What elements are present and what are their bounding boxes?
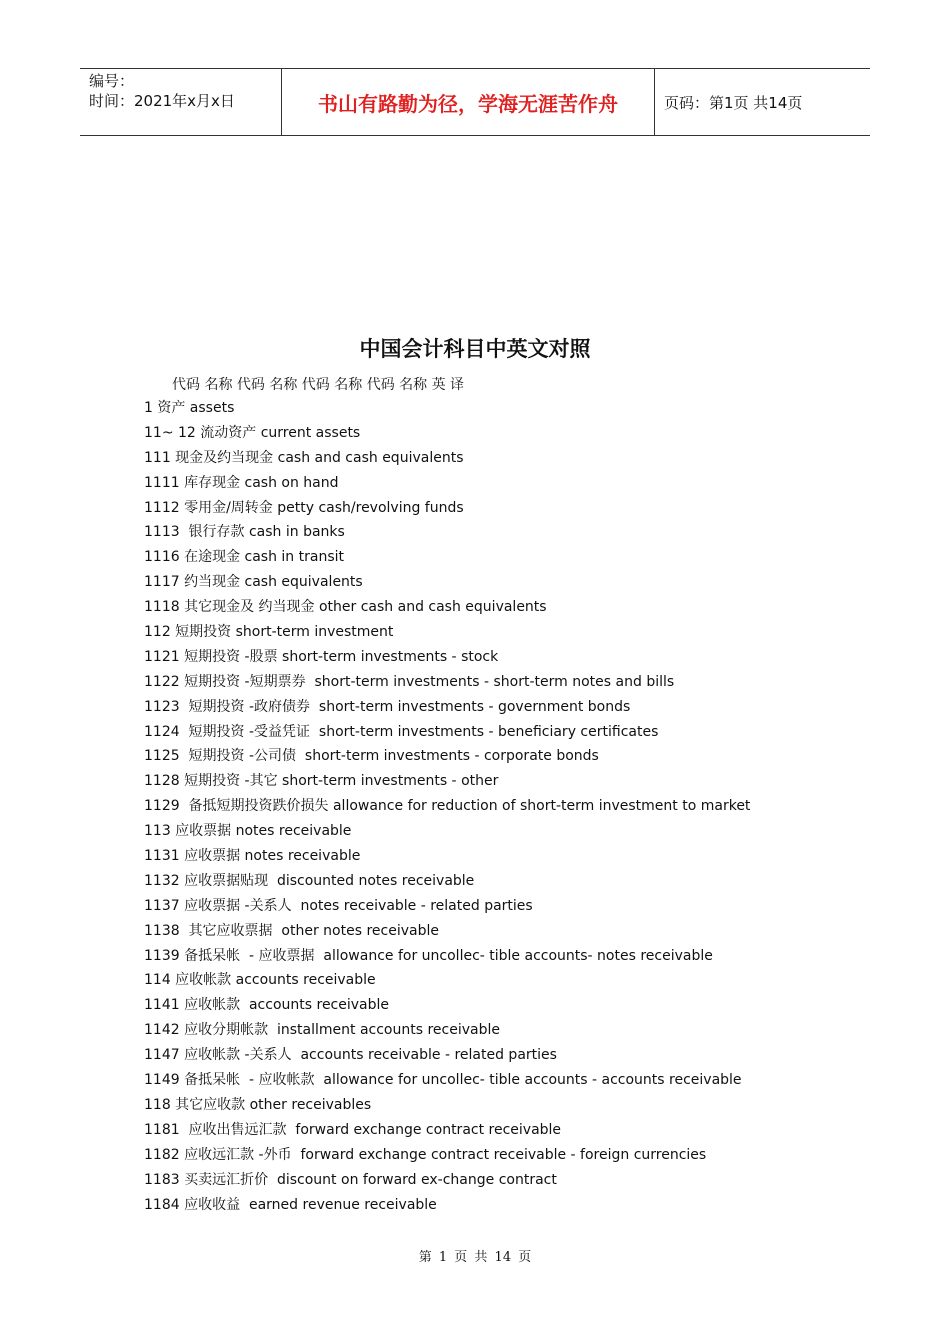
list-item: 1138 其它应收票据 other notes receivable [144, 922, 439, 939]
motto-text: 书山有路勤为径，学海无涯苦作舟 [318, 91, 618, 116]
list-item: 1112 零用金/周转金 petty cash/revolving funds [144, 499, 464, 516]
list-item: 1131 应收票据 notes receivable [144, 848, 361, 865]
list-item: 1149 备抵呆帐 - 应收帐款 allowance for uncollec- tible accounts - accounts receivable [144, 1072, 742, 1089]
list-item: 1 资产 assets [144, 400, 235, 416]
list-item: 1142 应收分期帐款 installment accounts receivable [144, 1022, 500, 1039]
list-item: 1117 约当现金 cash equivalents [144, 574, 363, 591]
list-item: 1137 应收票据 -关系人 notes receivable - related parties [144, 897, 533, 914]
list-item: 113 应收票据 notes receivable [144, 823, 352, 840]
header-page-cell [655, 69, 870, 135]
list-item: 1124 短期投资 -受益凭证 short-term investments - beneficiary certificates [144, 723, 659, 740]
list-item: 11~ 12 流动资产 current assets [144, 424, 361, 441]
header-table [80, 68, 870, 136]
list-item: 1129 备抵短期投资跌价损失 allowance for reduction of short-term investment to market [144, 798, 751, 815]
list-item: 1183 买卖远汇折价 discount on forward ex-change contract [144, 1171, 557, 1188]
list-item: 1128 短期投资 -其它 short-term investments - other [144, 773, 499, 790]
list-item: 1181 应收出售远汇款 forward exchange contract receivable [144, 1121, 562, 1138]
list-item: 1123 短期投资 -政府债券 short-term investments - government bonds [144, 698, 631, 715]
header-motto-cell [281, 69, 655, 135]
list-item: 1184 应收收益 earned revenue receivable [144, 1196, 437, 1213]
entries-list [144, 398, 750, 1219]
list-item: 1132 应收票据贴现 discounted notes receivable [144, 872, 475, 889]
list-item: 1182 应收远汇款 -外币 forward exchange contract receivable - foreign currencies [144, 1146, 707, 1163]
list-item: 114 应收帐款 accounts receivable [144, 972, 376, 989]
list-item: 1118 其它现金及 约当现金 other cash and cash equivalents [144, 599, 547, 616]
number-label: 编号： [89, 72, 135, 90]
list-item: 1147 应收帐款 -关系人 accounts receivable - related parties [144, 1047, 557, 1064]
list-item: 112 短期投资 short-term investment [144, 624, 394, 641]
list-item: 1141 应收帐款 accounts receivable [144, 997, 390, 1014]
list-item: 1139 备抵呆帐 - 应收票据 allowance for uncollec- tible accounts- notes receivable [144, 947, 713, 964]
list-item: 111 现金及约当现金 cash and cash equivalents [144, 449, 464, 466]
page-footer: 第 1 页 共 14 页 [418, 1250, 532, 1265]
list-item: 1121 短期投资 -股票 short-term investments - stock [144, 648, 499, 665]
list-item: 1122 短期投资 -短期票券 short-term investments - short-term notes and bills [144, 673, 675, 690]
column-header: 代码 名称 代码 名称 代码 名称 代码 名称 英 译 [172, 377, 465, 393]
list-item: 1113 银行存款 cash in banks [144, 524, 345, 541]
time-label: 时间：2021年x月x日 [89, 92, 235, 110]
list-item: 1111 库存现金 cash on hand [144, 474, 339, 491]
list-item: 1125 短期投资 -公司债 short-term investments - corporate bonds [144, 748, 599, 765]
document-title: 中国会计科目中英文对照 [359, 337, 591, 361]
list-item: 1116 在途现金 cash in transit [144, 549, 345, 566]
header-left-cell [80, 69, 281, 135]
list-item: 118 其它应收款 other receivables [144, 1096, 372, 1113]
page-info: 页码：第1页 共14页 [664, 93, 803, 112]
